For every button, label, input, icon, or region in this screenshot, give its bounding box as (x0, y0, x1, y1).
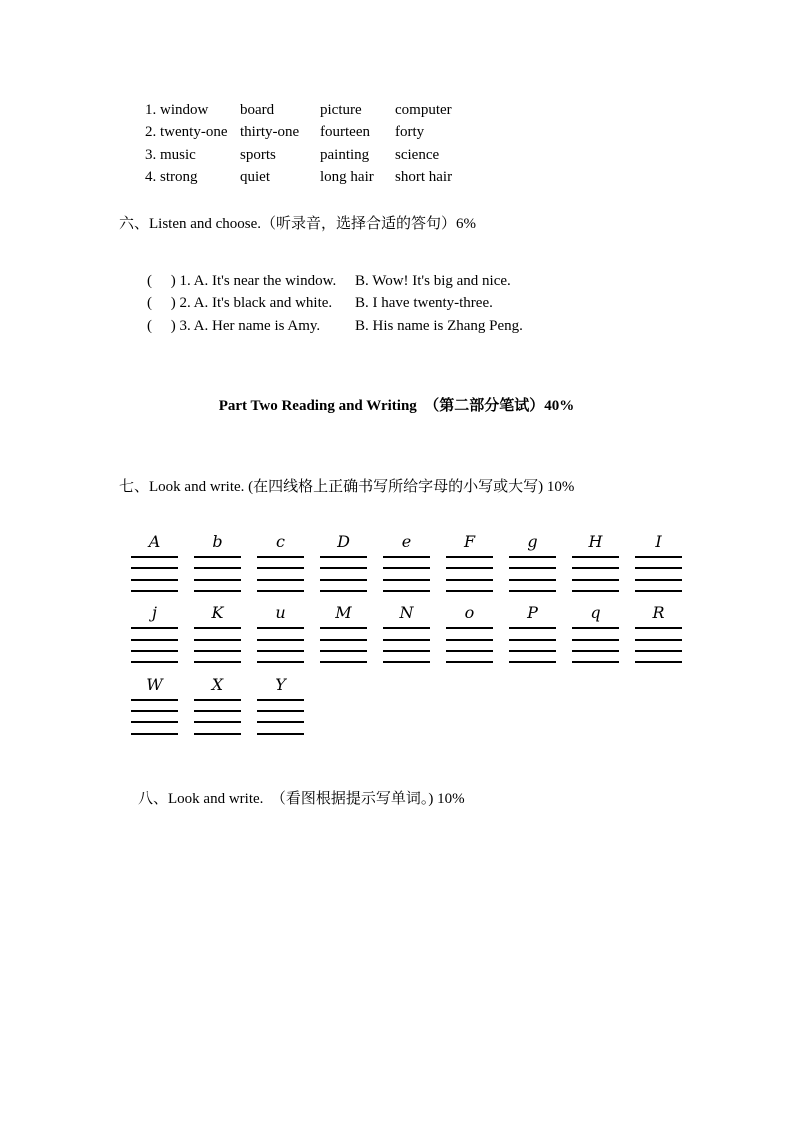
writing-line (446, 650, 493, 652)
section-seven-title: 七、Look and write. (在四线格上正确书写所给字母的小写或大写) 10% (119, 479, 575, 495)
vocab-cell: long hair (320, 169, 374, 186)
writing-line (320, 556, 367, 558)
writing-line (446, 556, 493, 558)
letter-cell (320, 605, 367, 663)
writing-lines (635, 627, 682, 663)
vocab-cell: picture (320, 102, 362, 118)
writing-line (572, 579, 619, 581)
writing-lines (257, 627, 304, 663)
listen-items (147, 270, 523, 337)
writing-line (383, 661, 430, 663)
writing-line (572, 650, 619, 652)
writing-line (131, 650, 178, 652)
writing-line (257, 590, 304, 592)
letter-cell (446, 534, 493, 592)
letter-grid-row (131, 534, 682, 592)
writing-lines (635, 556, 682, 592)
letter-label: Y (275, 674, 286, 694)
writing-line (635, 579, 682, 581)
writing-lines (257, 556, 304, 592)
writing-lines (383, 556, 430, 592)
writing-line (194, 661, 241, 663)
writing-line (572, 556, 619, 558)
letter-label: j (152, 603, 157, 623)
letter-cell (131, 534, 178, 592)
writing-line (509, 590, 556, 592)
writing-line (257, 721, 304, 723)
letter-grid-row (131, 674, 682, 735)
writing-line (446, 579, 493, 581)
writing-lines (383, 627, 430, 663)
letter-label: g (527, 532, 538, 551)
letter-cell (194, 674, 241, 735)
writing-line (383, 556, 430, 558)
writing-line (320, 567, 367, 569)
writing-lines (131, 699, 178, 735)
letter-cell (509, 534, 556, 592)
letter-label: q (590, 603, 601, 623)
writing-line (446, 590, 493, 592)
letter-label: o (464, 603, 475, 623)
letter-label: F (463, 532, 476, 551)
writing-line (509, 556, 556, 558)
vocab-table (145, 99, 452, 189)
listen-option-b: B. Wow! It's big and nice. (355, 273, 511, 289)
writing-line (194, 710, 241, 712)
writing-line (257, 556, 304, 558)
writing-line (383, 579, 430, 581)
writing-line (257, 710, 304, 712)
writing-line (635, 639, 682, 641)
writing-line (257, 699, 304, 701)
letter-label: M (335, 603, 352, 623)
vocab-cell: 4. strong (145, 169, 198, 186)
listen-option-a: ( ) 2. A. It's black and white. (147, 295, 333, 312)
writing-line (383, 567, 430, 569)
letter-cell (257, 534, 304, 592)
listen-option-b: B. His name is Zhang Peng. (355, 317, 523, 334)
writing-line (131, 710, 178, 712)
vocab-cell: short hair (395, 169, 453, 186)
writing-lines (194, 699, 241, 735)
writing-lines (194, 556, 241, 592)
letter-label: R (652, 603, 665, 623)
writing-line (509, 639, 556, 641)
letter-cell (320, 534, 367, 592)
writing-lines (446, 627, 493, 663)
letter-cell (635, 534, 682, 592)
letter-cell (446, 605, 493, 663)
writing-line (257, 733, 304, 735)
letter-label: P (527, 603, 538, 623)
letter-cell (257, 674, 304, 735)
writing-line (383, 590, 430, 592)
section-six-title: 六、Listen and choose.（听录音，选择合适的答句）6% (119, 216, 477, 232)
writing-line (194, 627, 241, 629)
vocab-cell: 3. music (145, 146, 196, 163)
vocab-cell: 1. window (145, 102, 209, 118)
part-two-heading: Part Two Reading and Writing （第二部分笔试）40% (218, 398, 575, 414)
letter-label: K (211, 603, 224, 623)
letter-label: W (146, 674, 163, 694)
writing-line (131, 733, 178, 735)
writing-line (320, 579, 367, 581)
vocab-row (145, 121, 452, 143)
writing-line (446, 567, 493, 569)
writing-line (194, 650, 241, 652)
writing-line (194, 721, 241, 723)
writing-lines (131, 556, 178, 592)
writing-line (194, 579, 241, 581)
writing-line (635, 650, 682, 652)
writing-line (383, 639, 430, 641)
listen-option-a: ( ) 1. A. It's near the window. (147, 273, 337, 289)
vocab-cell: thirty-one (240, 124, 300, 141)
writing-line (194, 556, 241, 558)
letter-grid (131, 534, 682, 748)
vocab-row (145, 144, 452, 166)
writing-line (320, 650, 367, 652)
listen-option-a: ( ) 3. A. Her name is Amy. (147, 317, 321, 334)
writing-lines (320, 627, 367, 663)
writing-lines (572, 556, 619, 592)
letter-label: b (212, 532, 223, 551)
writing-line (257, 567, 304, 569)
listen-option-b: B. I have twenty-three. (355, 295, 493, 312)
writing-line (446, 627, 493, 629)
letter-label: c (276, 532, 285, 551)
writing-line (131, 639, 178, 641)
writing-line (446, 639, 493, 641)
letter-cell (572, 534, 619, 592)
writing-line (572, 567, 619, 569)
letter-label: X (211, 674, 224, 694)
letter-cell (194, 534, 241, 592)
writing-line (635, 590, 682, 592)
letter-label: H (588, 532, 603, 551)
writing-line (635, 661, 682, 663)
writing-line (320, 590, 367, 592)
writing-line (257, 650, 304, 652)
writing-line (572, 627, 619, 629)
writing-line (509, 650, 556, 652)
writing-line (320, 661, 367, 663)
writing-line (131, 590, 178, 592)
writing-lines (320, 556, 367, 592)
writing-line (131, 567, 178, 569)
listen-item (147, 270, 523, 292)
writing-line (131, 556, 178, 558)
writing-line (194, 733, 241, 735)
writing-lines (257, 699, 304, 735)
vocab-cell: painting (320, 146, 370, 163)
vocab-cell: computer (395, 102, 452, 118)
writing-lines (509, 556, 556, 592)
writing-line (257, 627, 304, 629)
letter-cell (131, 674, 178, 735)
letter-cell (572, 605, 619, 663)
writing-line (572, 590, 619, 592)
writing-line (194, 590, 241, 592)
writing-lines (194, 627, 241, 663)
letter-cell (509, 605, 556, 663)
writing-line (509, 661, 556, 663)
letter-cell (131, 605, 178, 663)
vocab-row (145, 166, 452, 188)
listen-item (147, 315, 523, 337)
writing-line (131, 699, 178, 701)
writing-line (320, 627, 367, 629)
writing-lines (509, 627, 556, 663)
letter-cell (635, 605, 682, 663)
listen-item (147, 292, 523, 314)
writing-line (509, 567, 556, 569)
writing-line (635, 556, 682, 558)
letter-cell (194, 605, 241, 663)
writing-line (131, 627, 178, 629)
vocab-cell: quiet (240, 169, 270, 186)
writing-line (257, 579, 304, 581)
vocab-cell: fourteen (320, 124, 370, 141)
writing-line (635, 627, 682, 629)
letter-grid-row (131, 605, 682, 663)
writing-lines (131, 627, 178, 663)
vocab-cell: sports (240, 146, 276, 163)
writing-line (131, 661, 178, 663)
writing-lines (446, 556, 493, 592)
vocab-cell: 2. twenty-one (145, 124, 228, 141)
letter-label: u (275, 603, 286, 623)
letter-cell (383, 605, 430, 663)
letter-label: A (148, 532, 161, 551)
writing-line (194, 699, 241, 701)
letter-label: N (399, 603, 414, 623)
writing-line (383, 627, 430, 629)
writing-line (320, 639, 367, 641)
writing-line (635, 567, 682, 569)
letter-label: I (655, 532, 662, 551)
writing-line (131, 579, 178, 581)
writing-lines (572, 627, 619, 663)
writing-line (572, 661, 619, 663)
writing-line (194, 639, 241, 641)
letter-cell (257, 605, 304, 663)
writing-line (131, 721, 178, 723)
writing-line (194, 567, 241, 569)
vocab-cell: science (395, 146, 440, 163)
vocab-cell: board (240, 102, 275, 118)
writing-line (383, 650, 430, 652)
writing-line (509, 627, 556, 629)
letter-label: e (401, 532, 412, 551)
vocab-cell: forty (395, 124, 425, 141)
writing-line (509, 579, 556, 581)
section-eight-title: 八、Look and write. （看图根据提示写单词。) 10% (138, 791, 465, 807)
letter-label: D (337, 532, 350, 551)
letter-cell (383, 534, 430, 592)
writing-line (257, 661, 304, 663)
vocab-row (145, 99, 452, 121)
writing-line (446, 661, 493, 663)
writing-line (257, 639, 304, 641)
writing-line (572, 639, 619, 641)
